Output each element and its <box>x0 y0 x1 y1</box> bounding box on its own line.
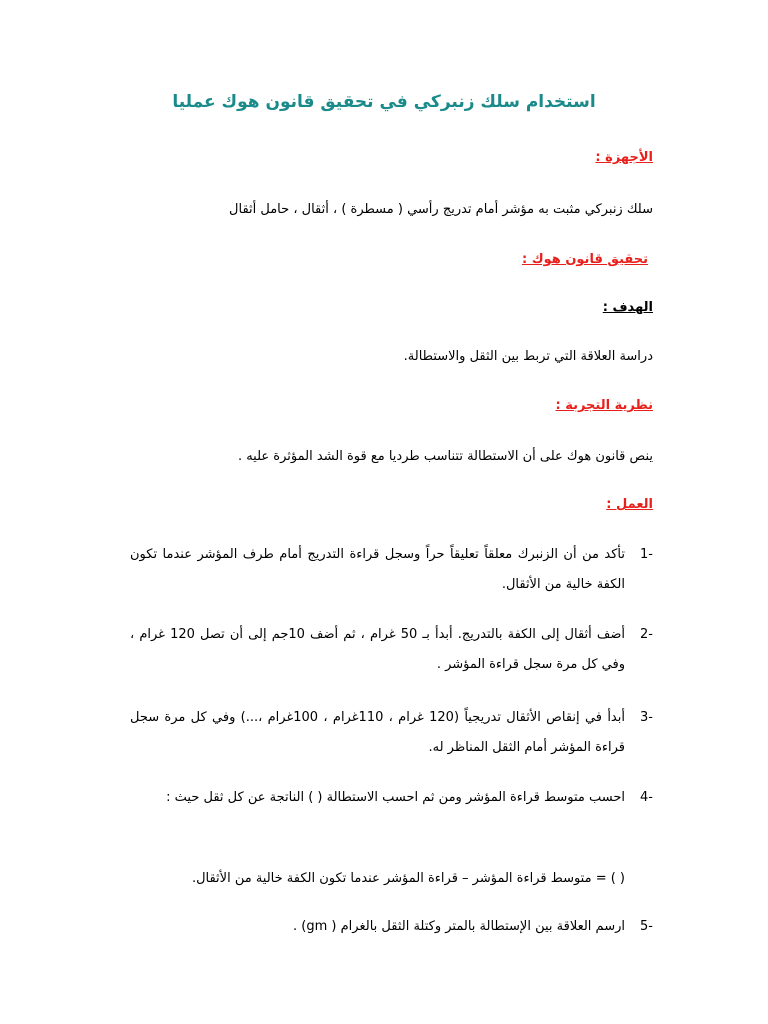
step-text: ( ) = متوسط قراءة المؤشر – قراءة المؤشر عندما تكون الكفة خالية من الأثقال. <box>191 871 625 886</box>
step-text: احسب متوسط قراءة المؤشر ومن ثم احسب الاستطالة ( ) الناتجة عن كل ثقل حيث : <box>166 790 625 805</box>
page-title: استخدام سلك زنبركي في تحقيق قانون هوك عمليا <box>172 92 596 112</box>
procedure-step-2 <box>130 620 653 680</box>
procedure-heading: العمل : <box>606 497 653 512</box>
step-number: -2 <box>640 627 653 642</box>
verification-heading: تحقيق قانون هوك : <box>521 252 648 267</box>
step-text: أبدأ في إنقاص الأثقال تدريجياً (120 غرام ، 110غرام ، 100غرام ،...) وفي كل مرة سجل قراءة المؤشر أمام الثقل المناظر له. <box>130 710 625 755</box>
step-text: ارسم العلاقة بين الإستطالة بالمتر وكتلة الثقل بالغرام ( gm) . <box>293 919 625 934</box>
step-text: تأكد من أن الزنبرك معلقاً تعليقاً حراً وسجل قراءة التدريج أمام طرف المؤشر عندما تكون الكفة خالية من الأثقال. <box>130 547 625 592</box>
procedure-step-5 <box>130 912 653 942</box>
apparatus-text: سلك زنبركي مثبت به مؤشر أمام تدريج رأسي ( مسطرة ) ، أثقال ، حامل أثقال <box>229 202 653 217</box>
goal-text: دراسة العلاقة التي تربط بين الثقل والاستطالة. <box>403 349 653 364</box>
step-number: -4 <box>640 790 653 805</box>
step-text: أضف أثقال إلى الكفة بالتدريج. أبدأ بـ 50 غرام ، ثم أضف 10جم إلى أن تصل 120 غرام ، وفي كل مرة سجل قراءة المؤشر . <box>130 627 625 672</box>
step-number: -1 <box>640 547 653 562</box>
step-number <box>625 864 653 894</box>
step-number: -3 <box>640 710 653 725</box>
theory-heading: نظرية التجربة : <box>555 398 653 413</box>
procedure-step-1 <box>130 540 653 600</box>
apparatus-heading: الأجهزة : <box>595 150 653 165</box>
step-number: -5 <box>640 919 653 934</box>
goal-heading: الهدف : <box>602 300 653 315</box>
theory-text: ينص قانون هوك على أن الاستطالة تتناسب طرديا مع قوة الشد المؤثرة عليه . <box>237 449 653 464</box>
procedure-step-4 <box>130 783 653 813</box>
procedure-step-4-formula <box>130 864 653 894</box>
procedure-step-3 <box>130 703 653 763</box>
